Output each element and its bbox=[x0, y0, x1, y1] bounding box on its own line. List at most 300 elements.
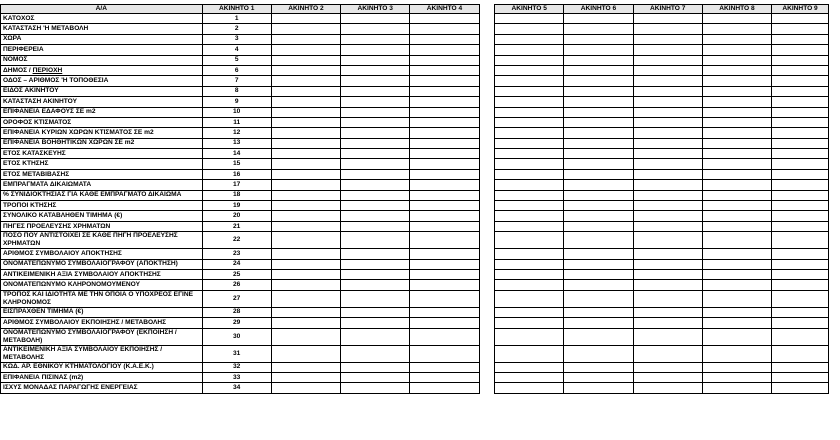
cell-property-4[interactable] bbox=[410, 249, 479, 259]
cell-property-9[interactable] bbox=[772, 383, 829, 393]
cell-property-7[interactable] bbox=[633, 201, 702, 211]
cell-property-7[interactable] bbox=[633, 249, 702, 259]
cell-property-5[interactable] bbox=[495, 232, 564, 249]
cell-property-4[interactable] bbox=[410, 362, 479, 372]
cell-property-7[interactable] bbox=[633, 169, 702, 179]
cell-property-7[interactable] bbox=[633, 86, 702, 96]
cell-property-6[interactable] bbox=[564, 259, 633, 269]
cell-property-3[interactable] bbox=[341, 76, 410, 86]
cell-property-8[interactable] bbox=[702, 55, 771, 65]
cell-property-8[interactable] bbox=[702, 86, 771, 96]
cell-property-3[interactable] bbox=[341, 269, 410, 279]
cell-property-8[interactable] bbox=[702, 290, 771, 307]
row-label-text: ΟΝΟΜΑΤΕΠΩΝΥΜΟ ΣΥΜΒΟΛΑΙΟΓΡΑΦΟΥ (ΕΚΠΟΙΗΣΗ / ΜΕΤΑΒΟΛΗ) bbox=[3, 328, 177, 344]
cell-property-2[interactable] bbox=[271, 372, 340, 382]
cell-property-3[interactable] bbox=[341, 232, 410, 249]
cell-property-8[interactable] bbox=[702, 76, 771, 86]
cell-property-3[interactable] bbox=[341, 97, 410, 107]
cell-property-7[interactable] bbox=[633, 55, 702, 65]
cell-property-7[interactable] bbox=[633, 138, 702, 148]
cell-property-7[interactable] bbox=[633, 128, 702, 138]
cell-property-7[interactable] bbox=[633, 190, 702, 200]
cell-property-5[interactable] bbox=[495, 169, 564, 179]
cell-property-4[interactable] bbox=[410, 55, 479, 65]
cell-property-6[interactable] bbox=[564, 107, 633, 117]
table-row bbox=[1, 149, 829, 159]
cell-property-4[interactable] bbox=[410, 259, 479, 269]
cell-property-2[interactable] bbox=[271, 34, 340, 44]
cell-property-8[interactable] bbox=[702, 149, 771, 159]
cell-property-5[interactable] bbox=[495, 190, 564, 200]
row-label-text: ΝΟΜΟΣ bbox=[3, 56, 28, 64]
cell-property-7[interactable] bbox=[633, 362, 702, 372]
cell-property-6[interactable] bbox=[564, 211, 633, 221]
cell-property-2[interactable] bbox=[271, 269, 340, 279]
column-gap bbox=[479, 45, 495, 55]
cell-property-5[interactable] bbox=[495, 290, 564, 307]
cell-property-6[interactable] bbox=[564, 117, 633, 127]
cell-property-7[interactable] bbox=[633, 290, 702, 307]
cell-property-7[interactable] bbox=[633, 372, 702, 382]
cell-property-8[interactable] bbox=[702, 34, 771, 44]
cell-property-7[interactable] bbox=[633, 34, 702, 44]
cell-property-6[interactable] bbox=[564, 383, 633, 393]
cell-property-4[interactable] bbox=[410, 65, 479, 75]
cell-property-3[interactable] bbox=[341, 201, 410, 211]
cell-property-5[interactable] bbox=[495, 383, 564, 393]
cell-property-4[interactable] bbox=[410, 307, 479, 317]
cell-property-6[interactable] bbox=[564, 221, 633, 231]
cell-property-8[interactable] bbox=[702, 362, 771, 372]
cell-property-5[interactable] bbox=[495, 307, 564, 317]
cell-property-8[interactable] bbox=[702, 249, 771, 259]
cell-property-5[interactable] bbox=[495, 318, 564, 328]
cell-property-6[interactable] bbox=[564, 14, 633, 24]
cell-property-4[interactable] bbox=[410, 383, 479, 393]
cell-property-5[interactable] bbox=[495, 34, 564, 44]
cell-property-7[interactable] bbox=[633, 232, 702, 249]
cell-property-2[interactable] bbox=[271, 45, 340, 55]
cell-property-4[interactable] bbox=[410, 318, 479, 328]
cell-property-3[interactable] bbox=[341, 259, 410, 269]
cell-property-3[interactable] bbox=[341, 55, 410, 65]
cell-property-7[interactable] bbox=[633, 307, 702, 317]
cell-property-9[interactable] bbox=[772, 249, 829, 259]
cell-property-4[interactable] bbox=[410, 128, 479, 138]
cell-property-2[interactable] bbox=[271, 318, 340, 328]
cell-property-2[interactable] bbox=[271, 383, 340, 393]
cell-property-5[interactable] bbox=[495, 269, 564, 279]
cell-property-6[interactable] bbox=[564, 269, 633, 279]
cell-property-5[interactable] bbox=[495, 97, 564, 107]
cell-property-3[interactable] bbox=[341, 372, 410, 382]
cell-property-9[interactable] bbox=[772, 86, 829, 96]
cell-property-2[interactable] bbox=[271, 201, 340, 211]
table-row bbox=[1, 76, 829, 86]
cell-property-4[interactable] bbox=[410, 14, 479, 24]
cell-property-3[interactable] bbox=[341, 117, 410, 127]
column-gap bbox=[479, 55, 495, 65]
cell-property-8[interactable] bbox=[702, 259, 771, 269]
cell-property-9[interactable] bbox=[772, 107, 829, 117]
cell-property-7[interactable] bbox=[633, 269, 702, 279]
cell-property-9[interactable] bbox=[772, 14, 829, 24]
cell-property-6[interactable] bbox=[564, 97, 633, 107]
cell-property-8[interactable] bbox=[702, 128, 771, 138]
cell-property-4[interactable] bbox=[410, 211, 479, 221]
cell-property-3[interactable] bbox=[341, 307, 410, 317]
row-label bbox=[1, 190, 203, 200]
column-gap bbox=[479, 362, 495, 372]
cell-property-7[interactable] bbox=[633, 159, 702, 169]
cell-property-3[interactable] bbox=[341, 328, 410, 345]
cell-property-7[interactable] bbox=[633, 259, 702, 269]
cell-property-5[interactable] bbox=[495, 65, 564, 75]
cell-property-6[interactable] bbox=[564, 76, 633, 86]
cell-property-4[interactable] bbox=[410, 372, 479, 382]
cell-property-7[interactable] bbox=[633, 211, 702, 221]
cell-property-3[interactable] bbox=[341, 362, 410, 372]
cell-property-3[interactable] bbox=[341, 280, 410, 290]
cell-property-9[interactable] bbox=[772, 138, 829, 148]
cell-property-4[interactable] bbox=[410, 232, 479, 249]
row-number: 15 bbox=[202, 159, 271, 169]
cell-property-7[interactable] bbox=[633, 45, 702, 55]
cell-property-4[interactable] bbox=[410, 107, 479, 117]
cell-property-2[interactable] bbox=[271, 280, 340, 290]
cell-property-5[interactable] bbox=[495, 14, 564, 24]
cell-property-4[interactable] bbox=[410, 269, 479, 279]
column-gap bbox=[479, 138, 495, 148]
cell-property-7[interactable] bbox=[633, 345, 702, 362]
column-gap bbox=[479, 232, 495, 249]
cell-property-9[interactable] bbox=[772, 307, 829, 317]
cell-property-6[interactable] bbox=[564, 180, 633, 190]
cell-property-3[interactable] bbox=[341, 45, 410, 55]
cell-property-8[interactable] bbox=[702, 269, 771, 279]
cell-property-8[interactable] bbox=[702, 318, 771, 328]
cell-property-9[interactable] bbox=[772, 211, 829, 221]
cell-property-2[interactable] bbox=[271, 117, 340, 127]
cell-property-8[interactable] bbox=[702, 372, 771, 382]
cell-property-5[interactable] bbox=[495, 211, 564, 221]
cell-property-4[interactable] bbox=[410, 117, 479, 127]
cell-property-8[interactable] bbox=[702, 201, 771, 211]
cell-property-2[interactable] bbox=[271, 55, 340, 65]
cell-property-8[interactable] bbox=[702, 159, 771, 169]
cell-property-6[interactable] bbox=[564, 159, 633, 169]
cell-property-9[interactable] bbox=[772, 362, 829, 372]
cell-property-6[interactable] bbox=[564, 328, 633, 345]
cell-property-9[interactable] bbox=[772, 34, 829, 44]
cell-property-7[interactable] bbox=[633, 280, 702, 290]
cell-property-2[interactable] bbox=[271, 190, 340, 200]
cell-property-9[interactable] bbox=[772, 221, 829, 231]
cell-property-2[interactable] bbox=[271, 259, 340, 269]
cell-property-6[interactable] bbox=[564, 34, 633, 44]
cell-property-8[interactable] bbox=[702, 14, 771, 24]
cell-property-2[interactable] bbox=[271, 138, 340, 148]
cell-property-5[interactable] bbox=[495, 180, 564, 190]
cell-property-8[interactable] bbox=[702, 24, 771, 34]
cell-property-5[interactable] bbox=[495, 55, 564, 65]
cell-property-7[interactable] bbox=[633, 318, 702, 328]
cell-property-9[interactable] bbox=[772, 328, 829, 345]
cell-property-3[interactable] bbox=[341, 24, 410, 34]
cell-property-6[interactable] bbox=[564, 190, 633, 200]
cell-property-2[interactable] bbox=[271, 76, 340, 86]
cell-property-4[interactable] bbox=[410, 221, 479, 231]
cell-property-2[interactable] bbox=[271, 328, 340, 345]
cell-property-4[interactable] bbox=[410, 201, 479, 211]
column-gap bbox=[479, 107, 495, 117]
cell-property-8[interactable] bbox=[702, 328, 771, 345]
cell-property-6[interactable] bbox=[564, 169, 633, 179]
cell-property-9[interactable] bbox=[772, 24, 829, 34]
cell-property-4[interactable] bbox=[410, 290, 479, 307]
cell-property-9[interactable] bbox=[772, 280, 829, 290]
cell-property-2[interactable] bbox=[271, 86, 340, 96]
cell-property-6[interactable] bbox=[564, 138, 633, 148]
cell-property-3[interactable] bbox=[341, 14, 410, 24]
cell-property-2[interactable] bbox=[271, 211, 340, 221]
cell-property-3[interactable] bbox=[341, 190, 410, 200]
cell-property-2[interactable] bbox=[271, 169, 340, 179]
table-row bbox=[1, 232, 829, 249]
cell-property-5[interactable] bbox=[495, 221, 564, 231]
cell-property-5[interactable] bbox=[495, 259, 564, 269]
cell-property-9[interactable] bbox=[772, 117, 829, 127]
cell-property-6[interactable] bbox=[564, 318, 633, 328]
cell-property-8[interactable] bbox=[702, 117, 771, 127]
cell-property-2[interactable] bbox=[271, 14, 340, 24]
cell-property-5[interactable] bbox=[495, 201, 564, 211]
cell-property-2[interactable] bbox=[271, 97, 340, 107]
cell-property-3[interactable] bbox=[341, 107, 410, 117]
cell-property-8[interactable] bbox=[702, 221, 771, 231]
cell-property-3[interactable] bbox=[341, 159, 410, 169]
cell-property-2[interactable] bbox=[271, 249, 340, 259]
cell-property-8[interactable] bbox=[702, 383, 771, 393]
cell-property-9[interactable] bbox=[772, 45, 829, 55]
cell-property-7[interactable] bbox=[633, 383, 702, 393]
cell-property-4[interactable] bbox=[410, 280, 479, 290]
cell-property-2[interactable] bbox=[271, 128, 340, 138]
cell-property-7[interactable] bbox=[633, 24, 702, 34]
cell-property-3[interactable] bbox=[341, 34, 410, 44]
cell-property-4[interactable] bbox=[410, 169, 479, 179]
cell-property-5[interactable] bbox=[495, 372, 564, 382]
cell-property-4[interactable] bbox=[410, 149, 479, 159]
cell-property-3[interactable] bbox=[341, 65, 410, 75]
cell-property-6[interactable] bbox=[564, 24, 633, 34]
cell-property-8[interactable] bbox=[702, 232, 771, 249]
column-gap bbox=[479, 86, 495, 96]
cell-property-6[interactable] bbox=[564, 55, 633, 65]
cell-property-6[interactable] bbox=[564, 86, 633, 96]
cell-property-9[interactable] bbox=[772, 180, 829, 190]
cell-property-8[interactable] bbox=[702, 45, 771, 55]
cell-property-5[interactable] bbox=[495, 138, 564, 148]
cell-property-4[interactable] bbox=[410, 34, 479, 44]
cell-property-5[interactable] bbox=[495, 107, 564, 117]
cell-property-6[interactable] bbox=[564, 232, 633, 249]
cell-property-6[interactable] bbox=[564, 149, 633, 159]
cell-property-9[interactable] bbox=[772, 97, 829, 107]
cell-property-8[interactable] bbox=[702, 65, 771, 75]
cell-property-2[interactable] bbox=[271, 159, 340, 169]
cell-property-4[interactable] bbox=[410, 24, 479, 34]
cell-property-3[interactable] bbox=[341, 318, 410, 328]
cell-property-2[interactable] bbox=[271, 345, 340, 362]
cell-property-7[interactable] bbox=[633, 117, 702, 127]
cell-property-6[interactable] bbox=[564, 45, 633, 55]
table-row bbox=[1, 280, 829, 290]
cell-property-3[interactable] bbox=[341, 249, 410, 259]
row-number: 17 bbox=[202, 180, 271, 190]
header-row bbox=[1, 5, 829, 14]
row-label bbox=[1, 362, 203, 372]
cell-property-6[interactable] bbox=[564, 307, 633, 317]
cell-property-7[interactable] bbox=[633, 14, 702, 24]
cell-property-6[interactable] bbox=[564, 345, 633, 362]
cell-property-3[interactable] bbox=[341, 86, 410, 96]
cell-property-5[interactable] bbox=[495, 76, 564, 86]
cell-property-6[interactable] bbox=[564, 372, 633, 382]
cell-property-4[interactable] bbox=[410, 159, 479, 169]
cell-property-7[interactable] bbox=[633, 180, 702, 190]
cell-property-2[interactable] bbox=[271, 362, 340, 372]
cell-property-5[interactable] bbox=[495, 24, 564, 34]
cell-property-3[interactable] bbox=[341, 180, 410, 190]
cell-property-8[interactable] bbox=[702, 280, 771, 290]
cell-property-5[interactable] bbox=[495, 159, 564, 169]
cell-property-5[interactable] bbox=[495, 117, 564, 127]
cell-property-5[interactable] bbox=[495, 86, 564, 96]
cell-property-3[interactable] bbox=[341, 383, 410, 393]
cell-property-2[interactable] bbox=[271, 149, 340, 159]
cell-property-3[interactable] bbox=[341, 345, 410, 362]
cell-property-6[interactable] bbox=[564, 201, 633, 211]
cell-property-6[interactable] bbox=[564, 249, 633, 259]
cell-property-9[interactable] bbox=[772, 169, 829, 179]
cell-property-5[interactable] bbox=[495, 362, 564, 372]
cell-property-6[interactable] bbox=[564, 280, 633, 290]
row-number: 10 bbox=[202, 107, 271, 117]
cell-property-8[interactable] bbox=[702, 190, 771, 200]
cell-property-5[interactable] bbox=[495, 328, 564, 345]
cell-property-4[interactable] bbox=[410, 328, 479, 345]
cell-property-7[interactable] bbox=[633, 97, 702, 107]
cell-property-8[interactable] bbox=[702, 107, 771, 117]
row-label bbox=[1, 14, 203, 24]
cell-property-9[interactable] bbox=[772, 318, 829, 328]
cell-property-5[interactable] bbox=[495, 345, 564, 362]
cell-property-9[interactable] bbox=[772, 159, 829, 169]
cell-property-5[interactable] bbox=[495, 45, 564, 55]
cell-property-9[interactable] bbox=[772, 65, 829, 75]
cell-property-3[interactable] bbox=[341, 138, 410, 148]
cell-property-3[interactable] bbox=[341, 211, 410, 221]
cell-property-6[interactable] bbox=[564, 65, 633, 75]
cell-property-9[interactable] bbox=[772, 232, 829, 249]
cell-property-3[interactable] bbox=[341, 149, 410, 159]
cell-property-9[interactable] bbox=[772, 201, 829, 211]
cell-property-3[interactable] bbox=[341, 169, 410, 179]
cell-property-4[interactable] bbox=[410, 45, 479, 55]
cell-property-9[interactable] bbox=[772, 149, 829, 159]
cell-property-7[interactable] bbox=[633, 107, 702, 117]
cell-property-9[interactable] bbox=[772, 269, 829, 279]
cell-property-3[interactable] bbox=[341, 290, 410, 307]
cell-property-2[interactable] bbox=[271, 221, 340, 231]
cell-property-8[interactable] bbox=[702, 169, 771, 179]
cell-property-6[interactable] bbox=[564, 362, 633, 372]
cell-property-2[interactable] bbox=[271, 107, 340, 117]
column-gap bbox=[479, 280, 495, 290]
cell-property-9[interactable] bbox=[772, 372, 829, 382]
cell-property-9[interactable] bbox=[772, 128, 829, 138]
cell-property-7[interactable] bbox=[633, 76, 702, 86]
cell-property-9[interactable] bbox=[772, 190, 829, 200]
cell-property-7[interactable] bbox=[633, 221, 702, 231]
cell-property-4[interactable] bbox=[410, 190, 479, 200]
cell-property-4[interactable] bbox=[410, 138, 479, 148]
cell-property-3[interactable] bbox=[341, 221, 410, 231]
cell-property-8[interactable] bbox=[702, 180, 771, 190]
cell-property-9[interactable] bbox=[772, 55, 829, 65]
header-property-4: ΑΚΙΝΗΤΟ 4 bbox=[410, 5, 479, 14]
cell-property-8[interactable] bbox=[702, 138, 771, 148]
cell-property-4[interactable] bbox=[410, 345, 479, 362]
row-label-text: ΕΤΟΣ ΚΤΗΣΗΣ bbox=[3, 160, 49, 168]
cell-property-3[interactable] bbox=[341, 128, 410, 138]
cell-property-4[interactable] bbox=[410, 86, 479, 96]
cell-property-2[interactable] bbox=[271, 307, 340, 317]
cell-property-6[interactable] bbox=[564, 128, 633, 138]
cell-property-5[interactable] bbox=[495, 128, 564, 138]
row-label bbox=[1, 65, 203, 75]
cell-property-7[interactable] bbox=[633, 65, 702, 75]
table-row bbox=[1, 307, 829, 317]
cell-property-5[interactable] bbox=[495, 149, 564, 159]
cell-property-9[interactable] bbox=[772, 76, 829, 86]
cell-property-5[interactable] bbox=[495, 249, 564, 259]
row-label-text: ΚΑΤΑΣΤΑΣΗ ΑΚΙΝΗΤΟΥ bbox=[3, 97, 77, 105]
cell-property-2[interactable] bbox=[271, 65, 340, 75]
cell-property-2[interactable] bbox=[271, 232, 340, 249]
cell-property-2[interactable] bbox=[271, 24, 340, 34]
cell-property-7[interactable] bbox=[633, 149, 702, 159]
cell-property-4[interactable] bbox=[410, 180, 479, 190]
cell-property-7[interactable] bbox=[633, 328, 702, 345]
table-row bbox=[1, 211, 829, 221]
cell-property-5[interactable] bbox=[495, 280, 564, 290]
cell-property-8[interactable] bbox=[702, 307, 771, 317]
cell-property-2[interactable] bbox=[271, 290, 340, 307]
row-label-text: ΑΝΤΙΚΕΙΜΕΝΙΚΗ ΑΞΙΑ ΣΥΜΒΟΛΑΙΟΥ ΑΠΟΚΤΗΣΗΣ bbox=[3, 270, 161, 278]
cell-property-4[interactable] bbox=[410, 76, 479, 86]
cell-property-9[interactable] bbox=[772, 259, 829, 269]
cell-property-8[interactable] bbox=[702, 345, 771, 362]
cell-property-9[interactable] bbox=[772, 345, 829, 362]
cell-property-4[interactable] bbox=[410, 97, 479, 107]
cell-property-9[interactable] bbox=[772, 290, 829, 307]
cell-property-6[interactable] bbox=[564, 290, 633, 307]
cell-property-2[interactable] bbox=[271, 180, 340, 190]
cell-property-8[interactable] bbox=[702, 97, 771, 107]
cell-property-8[interactable] bbox=[702, 211, 771, 221]
